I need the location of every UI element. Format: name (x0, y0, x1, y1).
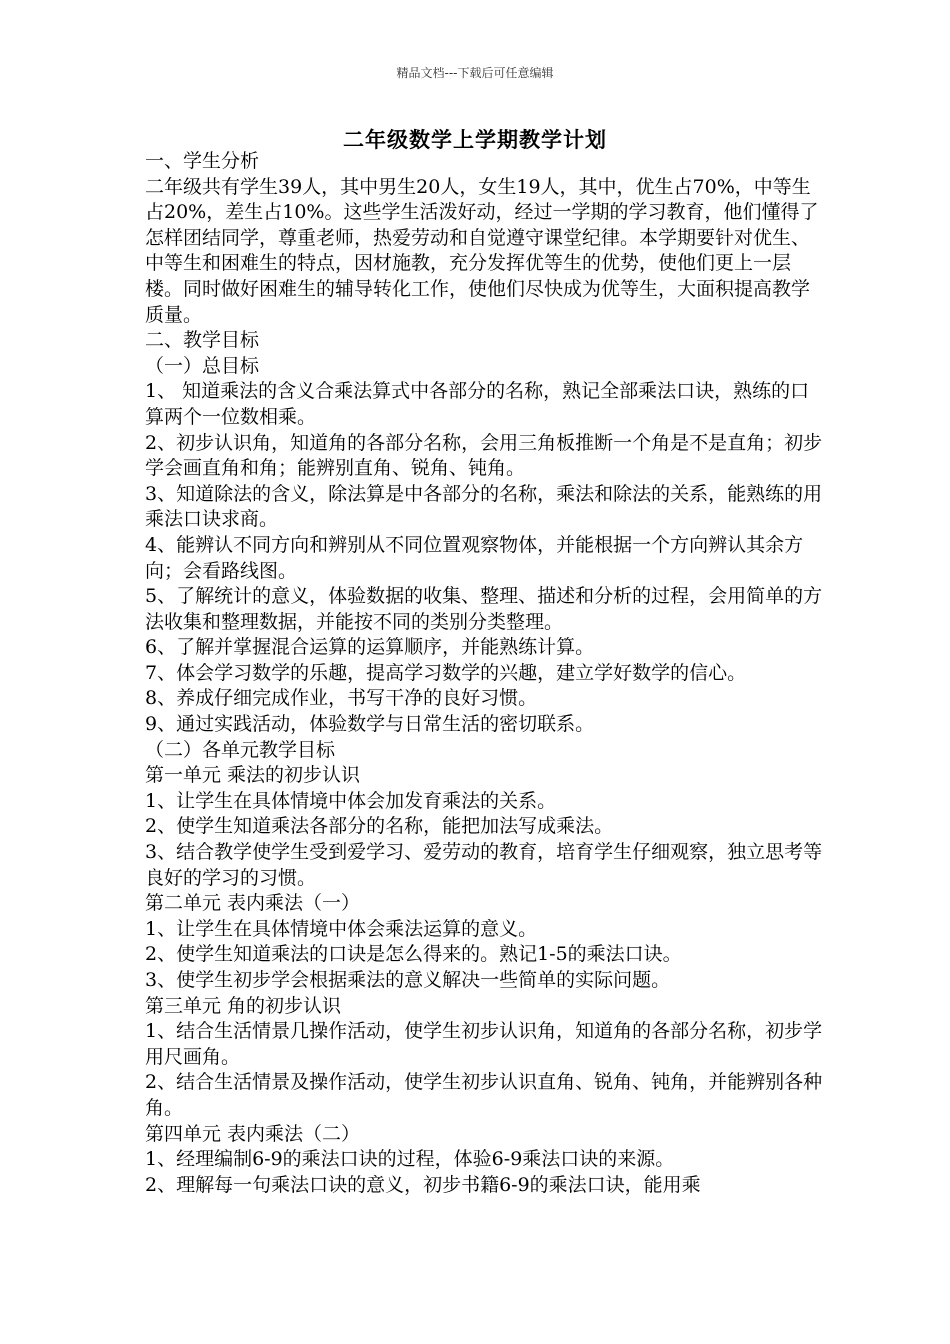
document-body (145, 149, 825, 1198)
list-item: 8、养成仔细完成作业，书写干净的良好习惯。 (145, 687, 538, 710)
list-item: 3、使学生初步学会根据乘法的意义解决一些简单的实际问题。 (145, 969, 671, 991)
list-item: 2、初步认识角，知道角的各部分名称，会用三角板推断一个角是不是直角；初步学会画直角和角；能辨别直角、锐角、钝角。 (145, 431, 823, 480)
list-item: 9、通过实践活动，体验数学与日常生活的密切联系。 (145, 713, 595, 736)
list-item: 1、让学生在具体情境中体会加发育乘法的关系。 (145, 789, 557, 812)
page-header: 精品文档---下载后可任意编辑 (396, 66, 554, 80)
list-item: 5、了解统计的意义，体验数据的收集、整理、描述和分析的过程，会用简单的方法收集和整理数据，并能按不同的类别分类整理。 (145, 585, 823, 633)
list-item: 1、经理编制6-9的乘法口诀的过程，体验6-9乘法口诀的来源。 (145, 1148, 675, 1171)
list-item: 2、结合生活情景及操作活动，使学生初步认识直角、锐角、钝角，并能辨别各种角。 (145, 1071, 823, 1119)
list-item: 1、 知道乘法的含义合乘法算式中各部分的名称，熟记全部乘法口诀，熟练的口算两个一位数相乘。 (145, 380, 810, 428)
list-item: 4、能辨认不同方向和辨别从不同位置观察物体，并能根据一个方向辨认其余方向；会看路线图。 (145, 533, 804, 582)
document-title: 二年级数学上学期教学计划 (343, 128, 607, 152)
subsection-heading: （一）总目标 (145, 354, 260, 377)
section-heading: 二、教学目标 (145, 329, 260, 352)
list-item: 6、了解并掌握混合运算的运算顺序，并能熟练计算。 (145, 636, 595, 659)
list-item: 1、结合生活情景几操作活动，使学生初步认识角，知道角的各部分名称，初步学用尺画角。 (145, 1020, 823, 1068)
subsection-heading: （二）各单元教学目标 (145, 738, 336, 761)
paragraph: 二年级共有学生39人，其中男生20人，女生19人，其中，优生占70%，中等生占20%，差生占10%。这些学生活泼好动，经过一学期的学习教育，他们懂得了怎样团结同学，尊重老师，热爱劳动和自觉遵守课堂纪律。本学期要针对优生、中等生和困难生的特点，因材施教，充分发挥优等生的优势，使他们更上一层楼。同时做好困难生的辅导转化工作，使他们尽快成为优等生，大面积提高教学质量。 (145, 175, 819, 326)
unit-heading: 第二单元 表内乘法（一） (145, 892, 361, 915)
unit-heading: 第三单元 角的初步认识 (145, 994, 342, 1017)
list-item: 7、体会学习数学的乐趣，提高学习数学的兴趣，建立学好数学的信心。 (145, 661, 747, 684)
list-item: 2、使学生知道乘法的口诀是怎么得来的。熟记1-5的乘法口诀。 (145, 943, 682, 966)
list-item: 3、结合教学使学生受到爱学习、爱劳动的教育，培育学生仔细观察，独立思考等良好的学习的习惯。 (145, 841, 823, 889)
unit-heading: 第一单元 乘法的初步认识 (145, 764, 361, 787)
list-item: 1、让学生在具体情境中体会乘法运算的意义。 (145, 917, 538, 940)
list-item: 2、理解每一句乘法口诀的意义，初步书籍6-9的乘法口诀，能用乘 (145, 1173, 701, 1196)
list-item: 2、使学生知道乘法各部分的名称，能把加法写成乘法。 (145, 815, 614, 838)
list-item: 3、知道除法的含义，除法算是中各部分的名称，乘法和除法的关系，能熟练的用乘法口诀求商。 (145, 482, 823, 531)
section-heading: 一、学生分析 (145, 150, 260, 172)
unit-heading: 第四单元 表内乘法（二） (145, 1122, 361, 1145)
